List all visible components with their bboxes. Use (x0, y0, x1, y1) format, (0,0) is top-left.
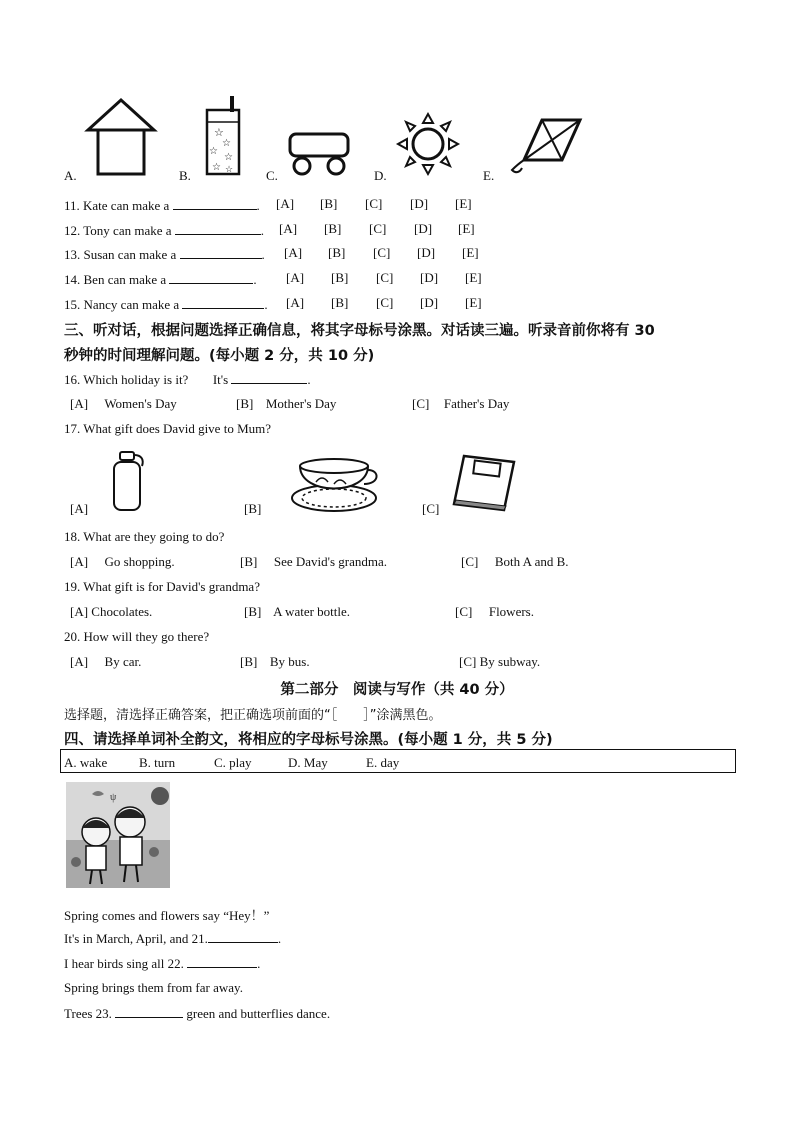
svg-text:☆: ☆ (209, 146, 218, 157)
option-letter: [B] (244, 604, 262, 619)
question-17: 17. What gift does David give to Mum? (64, 421, 272, 436)
question-text: 13. Susan can make a (64, 247, 177, 262)
section3-heading-line2: 秒钟的时间理解问题。(每小题 2 分，共 10 分) (64, 348, 375, 364)
question-15 (64, 296, 268, 313)
poem-text-end: . (257, 956, 261, 971)
q17-option-c[interactable]: [C] (422, 501, 440, 516)
question-text: 14. Ben can make a (64, 272, 167, 287)
option-letter: [C] (455, 604, 473, 619)
poem-text-end: green and butterflies dance. (183, 1006, 331, 1021)
q13-option-b[interactable]: [B] (328, 245, 346, 260)
poem-text: Trees 23. (64, 1006, 112, 1021)
kids-illustration (66, 782, 170, 888)
answer-blank[interactable] (175, 222, 261, 235)
q20-option-b[interactable] (240, 654, 310, 670)
option-letter: [C] (459, 654, 477, 669)
question-end: . (261, 247, 265, 262)
answer-blank[interactable] (182, 296, 264, 309)
book-picture (450, 452, 520, 512)
option-text: Women's Day (104, 396, 177, 411)
poem-line-1 (64, 905, 269, 924)
question-end: . (256, 198, 260, 213)
q16-option-c[interactable] (412, 396, 509, 412)
question-text: 11. Kate can make a (64, 198, 170, 213)
water-bottle-picture (108, 450, 152, 512)
q15-option-c[interactable]: [C] (376, 295, 394, 310)
poem-text: Spring comes and flowers say “Hey！” (64, 908, 270, 923)
house-picture (84, 96, 158, 178)
q16-option-a[interactable] (70, 396, 177, 412)
q12-option-e[interactable]: [E] (458, 221, 475, 236)
poem-line-2 (64, 930, 281, 947)
question-end: . (307, 372, 311, 387)
picture-label-a: A. (64, 168, 77, 183)
option-letter: [C] (461, 554, 479, 569)
answer-blank-21[interactable] (208, 930, 278, 943)
wagon-picture (284, 128, 354, 178)
q18-option-c[interactable] (461, 554, 569, 570)
section4-heading: 四、请选择单词补全韵文，将相应的字母标号涂黑。(每小题 1 分，共 5 分) (64, 732, 553, 748)
q11-option-e[interactable]: [E] (455, 196, 472, 211)
q14-option-c[interactable]: [C] (376, 270, 394, 285)
q11-option-d[interactable]: [D] (410, 196, 429, 211)
word-option-b: B. turn (139, 755, 176, 770)
q11-option-c[interactable]: [C] (365, 196, 383, 211)
poem-line-3 (64, 955, 260, 972)
option-text: By subway. (479, 654, 541, 669)
poem-text: Spring brings them from far away. (64, 980, 243, 995)
option-letter: [B] (236, 396, 254, 411)
q12-option-c[interactable]: [C] (369, 221, 387, 236)
question-text: 15. Nancy can make a (64, 297, 180, 312)
option-letter: [B] (240, 554, 258, 569)
svg-text:ψ: ψ (110, 792, 117, 803)
q18-option-a[interactable] (70, 554, 175, 570)
option-text: By bus. (269, 654, 310, 669)
answer-blank-22[interactable] (187, 955, 257, 968)
picture-label-e: E. (483, 168, 495, 183)
q19-option-b[interactable] (244, 604, 350, 620)
question-text: 16. Which holiday is it? (64, 372, 189, 387)
q12-option-a[interactable]: [A] (279, 221, 298, 236)
word-option-c: C. play (214, 755, 252, 770)
q14-option-a[interactable]: [A] (286, 270, 305, 285)
q13-option-a[interactable]: [A] (284, 245, 303, 260)
option-letter: [A] (70, 604, 89, 619)
option-text: Father's Day (443, 396, 510, 411)
q14-option-b[interactable]: [B] (331, 270, 349, 285)
poem-line-5 (64, 1005, 330, 1022)
word-options-box (60, 749, 736, 773)
picture-label-c: C. (266, 168, 278, 183)
option-text: Both A and B. (494, 554, 569, 569)
q19-option-a[interactable] (70, 604, 152, 620)
q15-option-b[interactable]: [B] (331, 295, 349, 310)
q12-option-b[interactable]: [B] (324, 221, 342, 236)
word-option-d: D. May (288, 755, 328, 770)
q15-option-d[interactable]: [D] (420, 295, 439, 310)
answer-blank[interactable] (180, 246, 262, 259)
answer-prefix: It's (212, 372, 229, 387)
picture-label-d: D. (374, 168, 387, 183)
question-16 (64, 371, 311, 388)
svg-text:☆: ☆ (214, 127, 224, 139)
option-letter: [C] (412, 396, 430, 411)
q18-option-b[interactable] (240, 554, 387, 570)
part2-instruction: 选择题，清选择正确答案，把正确选项前面的“［ ］”涂满黑色。 (64, 708, 442, 723)
poem-line-4 (64, 980, 243, 996)
poem-text-end: . (277, 931, 282, 946)
option-text: See David's grandma. (273, 554, 388, 569)
option-text: By car. (104, 654, 142, 669)
q16-option-b[interactable] (236, 396, 336, 412)
question-end: . (253, 272, 257, 287)
q15-option-e[interactable]: [E] (465, 295, 482, 310)
option-text: Chocolates. (91, 604, 153, 619)
option-text: A water bottle. (273, 604, 351, 619)
sun-picture (392, 110, 464, 178)
q12-option-d[interactable]: [D] (414, 221, 433, 236)
q11-option-b[interactable]: [B] (320, 196, 338, 211)
option-text: Go shopping. (104, 554, 175, 569)
q19-option-c[interactable] (455, 604, 534, 620)
question-end: . (264, 297, 268, 312)
q11-option-a[interactable]: [A] (276, 196, 295, 211)
question-12 (64, 222, 264, 239)
q20-option-a[interactable] (70, 654, 141, 670)
question-19: 19. What gift is for David's grandma? (64, 579, 260, 594)
q14-option-e[interactable]: [E] (465, 270, 482, 285)
q13-option-e[interactable]: [E] (462, 245, 479, 260)
teacup-picture (286, 452, 382, 516)
word-option-e: E. day (366, 755, 400, 770)
poem-text: It's in March, April, and 21. (64, 931, 208, 946)
option-letter: [A] (70, 554, 89, 569)
section3-heading-line1: 三、听对话，根据问题选择正确信息，将其字母标号涂黑。对话读三遍。听录音前你将有 30 (64, 323, 655, 339)
star-bottle-picture (200, 94, 246, 178)
svg-text:☆: ☆ (222, 138, 231, 149)
option-letter: [A] (70, 654, 89, 669)
question-11 (64, 197, 260, 214)
option-text: Mother's Day (265, 396, 337, 411)
option-text: Flowers. (488, 604, 534, 619)
word-option-a: A. wake (64, 755, 108, 770)
svg-text:☆: ☆ (224, 152, 233, 163)
question-13 (64, 246, 265, 263)
question-18: 18. What are they going to do? (64, 529, 225, 544)
answer-blank[interactable] (169, 271, 253, 284)
question-text: 12. Tony can make a (64, 223, 172, 238)
question-end: . (260, 223, 265, 238)
answer-blank[interactable] (173, 197, 257, 210)
part2-title: 第二部分 阅读与写作（共 40 分） (280, 682, 514, 698)
q15-option-a[interactable]: [A] (286, 295, 305, 310)
option-letter: [A] (70, 396, 89, 411)
q14-option-d[interactable]: [D] (420, 270, 439, 285)
svg-text:☆: ☆ (212, 162, 221, 173)
question-20: 20. How will they go there? (64, 629, 210, 644)
q17-option-a[interactable]: [A] (70, 501, 89, 516)
q13-option-c[interactable]: [C] (373, 245, 391, 260)
picture-label-b: B. (179, 168, 191, 183)
question-14 (64, 271, 257, 288)
answer-blank-23[interactable] (115, 1005, 183, 1018)
q13-option-d[interactable]: [D] (417, 245, 436, 260)
q17-option-b[interactable]: [B] (244, 501, 262, 516)
poem-text: I hear birds sing all 22. (64, 956, 184, 971)
option-letter: [B] (240, 654, 258, 669)
answer-blank[interactable] (231, 371, 307, 384)
kite-picture (504, 114, 586, 178)
svg-text:☆: ☆ (225, 164, 234, 174)
q20-option-c[interactable] (459, 654, 540, 670)
